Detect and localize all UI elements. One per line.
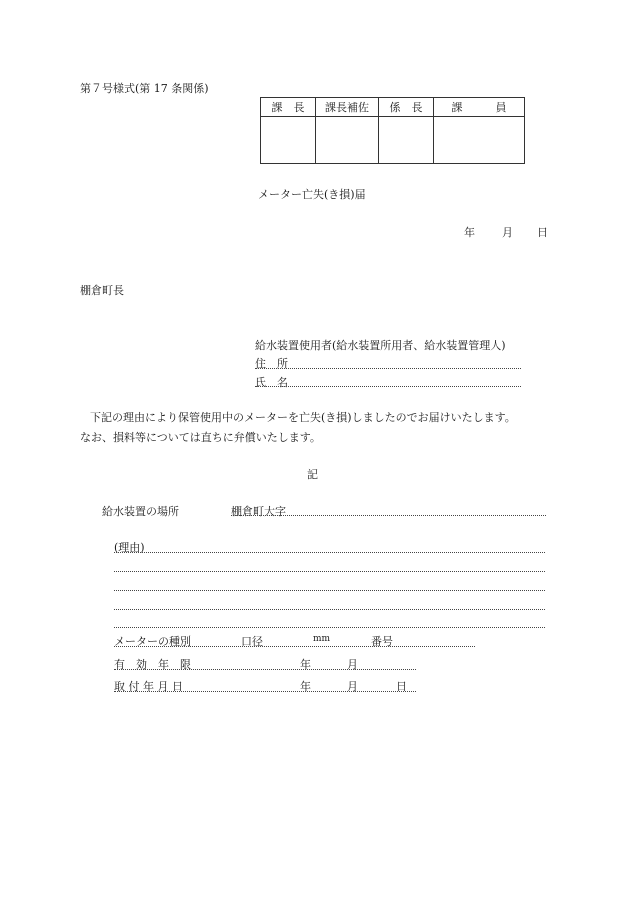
reason-line[interactable] — [114, 552, 545, 553]
install-year: 年 — [300, 680, 311, 693]
reason-line[interactable] — [114, 571, 545, 572]
address-label: 住 所 — [255, 357, 288, 370]
form-title: メーター亡失(き損)届 — [258, 188, 366, 201]
ki-heading: 記 — [307, 468, 318, 481]
reason-line[interactable] — [114, 609, 545, 610]
reason-line[interactable] — [114, 627, 545, 628]
meter-caliber-label: 口径 — [241, 635, 263, 648]
meter-mm-unit: mm — [313, 634, 331, 644]
reason-label: (理由) — [114, 541, 145, 554]
install-date-label: 取 付 年 月 日 — [114, 680, 183, 693]
validity-year: 年 — [300, 658, 311, 671]
date-year: 年 — [464, 226, 475, 239]
approval-stamp-table — [260, 97, 525, 164]
approval-stamp-cell — [261, 117, 316, 164]
addressee: 棚倉町長 — [80, 284, 124, 297]
approval-header-section-chief: 課 長 — [261, 98, 316, 117]
applicant-heading: 給水装置使用者(給水装置所用者、給水装置管理人) — [255, 339, 506, 352]
date-month: 月 — [502, 226, 513, 239]
validity-field[interactable] — [114, 669, 416, 670]
approval-header-staff: 課 員 — [434, 98, 525, 117]
meter-type-field[interactable] — [114, 646, 475, 647]
meter-number-label: 番号 — [371, 635, 393, 648]
meter-type-label: メーターの種別 — [114, 635, 191, 648]
validity-label: 有 効 年 限 — [114, 658, 191, 671]
install-date-field[interactable] — [114, 691, 416, 692]
approval-header-subsection-chief: 係 長 — [379, 98, 434, 117]
date-day: 日 — [537, 226, 548, 239]
address-field[interactable] — [255, 368, 521, 369]
approval-stamp-cell — [434, 117, 525, 164]
install-month: 月 — [347, 680, 358, 693]
approval-stamp-cell — [316, 117, 379, 164]
form-number: 第７号様式(第 17 条関係) — [80, 82, 209, 95]
location-field[interactable] — [231, 515, 546, 516]
body-line-1: 下記の理由により保管使用中のメーターを亡失(き損)しましたのでお届けいたします。 — [90, 411, 516, 424]
reason-line[interactable] — [114, 590, 545, 591]
location-value: 棚倉町大字 — [231, 505, 286, 518]
name-field[interactable] — [255, 386, 521, 387]
approval-header-deputy-chief: 課長補佐 — [316, 98, 379, 117]
body-line-2: なお、損料等については直ちに弁償いたします。 — [80, 431, 321, 444]
location-label: 給水装置の場所 — [102, 505, 179, 518]
install-day: 日 — [396, 680, 407, 693]
approval-stamp-cell — [379, 117, 434, 164]
name-label: 氏 名 — [255, 376, 288, 389]
validity-month: 月 — [347, 658, 358, 671]
